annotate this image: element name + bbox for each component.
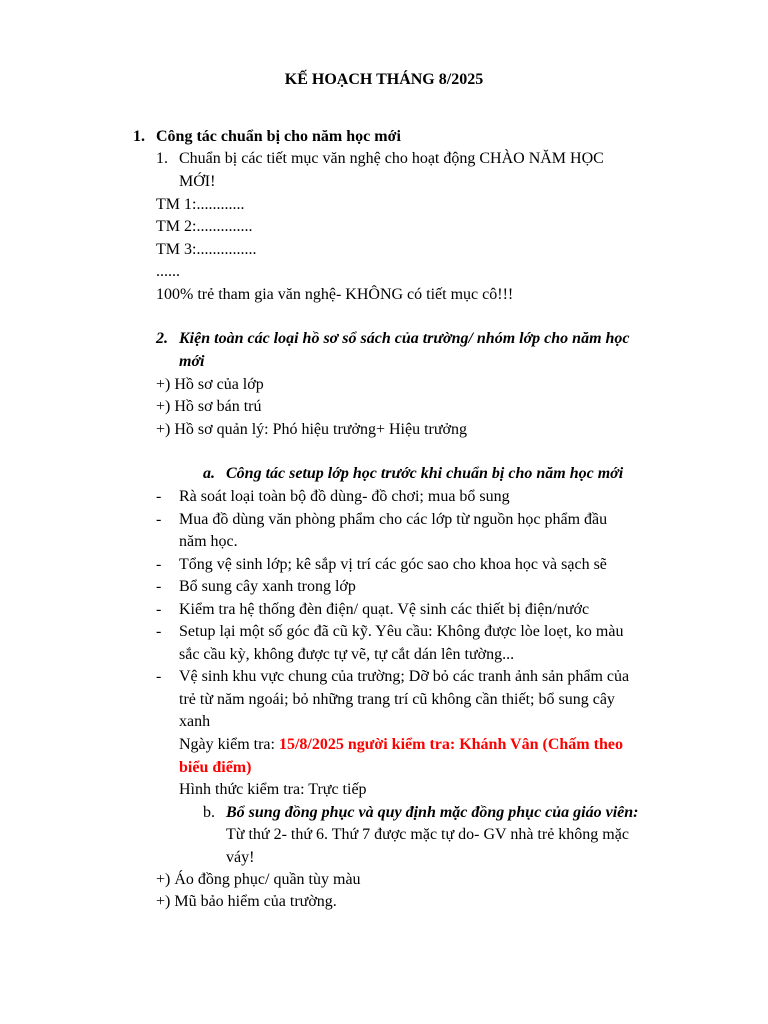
setup-task-1: Rà soát loại toàn bộ đồ dùng- đồ chơi; mua bổ sung <box>179 488 510 505</box>
sub-a-label: a. <box>203 465 215 482</box>
sub-b-text-line-2: váy! <box>226 849 255 866</box>
inspection-scoring-note: biểu điểm) <box>179 759 252 776</box>
bullet-dash: - <box>156 578 162 595</box>
inspection-label: Ngày kiểm tra: <box>179 736 279 753</box>
sub-b-heading: Bổ sung đồng phục và quy định mặc đồng phục của giáo viên: <box>226 804 639 821</box>
participation-note: 100% trẻ tham gia văn nghệ- KHÔNG có tiết mục cô!!! <box>156 286 514 303</box>
setup-task-2-line-1: Mua đồ dùng văn phòng phẩm cho các lớp từ nguồn học phẩm đầu <box>179 511 608 528</box>
uniform-item: +) Áo đồng phục/ quần tùy màu <box>156 871 361 888</box>
setup-task-2-line-2: năm học. <box>179 533 238 550</box>
item-1-number: 1. <box>156 150 168 167</box>
setup-task-6-line-1: Setup lại một số góc đã cũ kỹ. Yêu cầu: Không được lòe loẹt, ko màu <box>179 623 624 640</box>
tm-2-line: TM 2:.............. <box>156 218 253 235</box>
ellipsis-line: ...... <box>156 263 180 280</box>
bullet-dash: - <box>156 556 162 573</box>
bullet-dash: - <box>156 668 162 685</box>
section-2-heading-line-2: mới <box>179 353 205 370</box>
bullet-dash: - <box>156 511 162 528</box>
setup-task-6-line-2: sắc cầu kỳ, không được tự vẽ, tự cắt dán lên tường... <box>179 646 515 663</box>
inspection-line <box>179 734 623 757</box>
document-title: KẾ HOẠCH THÁNG 8/2025 <box>284 71 484 88</box>
section-2-number: 2. <box>156 330 168 347</box>
tm-3-line: TM 3:............... <box>156 241 257 258</box>
setup-task-7-line-1: Vệ sinh khu vực chung của trường; Dỡ bỏ các tranh ảnh sản phẩm của <box>179 668 630 685</box>
uniform-item: +) Mũ bảo hiểm của trường. <box>156 893 337 910</box>
bullet-dash: - <box>156 623 162 640</box>
bullet-dash: - <box>156 488 162 505</box>
inspection-form: Hình thức kiểm tra: Trực tiếp <box>179 781 367 798</box>
setup-task-7-line-3: xanh <box>179 713 211 730</box>
section-1-number: 1. <box>133 128 145 145</box>
bullet-dash: - <box>156 601 162 618</box>
tm-1-line: TM 1:............ <box>156 196 245 213</box>
records-item: +) Hồ sơ của lớp <box>156 376 264 393</box>
setup-task-3: Tổng vệ sinh lớp; kê sắp vị trí các góc sao cho khoa học và sạch sẽ <box>179 556 607 573</box>
setup-task-7-line-2: trẻ từ năm ngoái; bỏ những trang trí cũ không cần thiết; bổ sung cây <box>179 691 615 708</box>
records-item: +) Hồ sơ bán trú <box>156 398 262 415</box>
sub-a-heading: Công tác setup lớp học trước khi chuẩn bị cho năm học mới <box>226 465 624 482</box>
setup-task-5: Kiểm tra hệ thống đèn điện/ quạt. Vệ sinh các thiết bị điện/nước <box>179 601 590 618</box>
sub-b-text-line-1: Từ thứ 2- thứ 6. Thứ 7 được mặc tự do- GV nhà trẻ không mặc <box>226 826 629 843</box>
item-1-line-1: Chuẩn bị các tiết mục văn nghệ cho hoạt động CHÀO NĂM HỌC <box>179 150 604 167</box>
section-2-heading-line-1: Kiện toàn các loại hồ sơ sổ sách của trường/ nhóm lớp cho năm học <box>179 330 630 347</box>
setup-task-4: Bổ sung cây xanh trong lớp <box>179 578 356 595</box>
inspection-date-inspector: 15/8/2025 người kiểm tra: Khánh Vân (Chấm theo <box>278 736 623 753</box>
section-1-heading: Công tác chuẩn bị cho năm học mới <box>156 128 401 145</box>
sub-b-label: b. <box>203 804 215 821</box>
records-item: +) Hồ sơ quản lý: Phó hiệu trưởng+ Hiệu trưởng <box>156 421 467 438</box>
item-1-line-2: MỚI! <box>179 173 216 190</box>
